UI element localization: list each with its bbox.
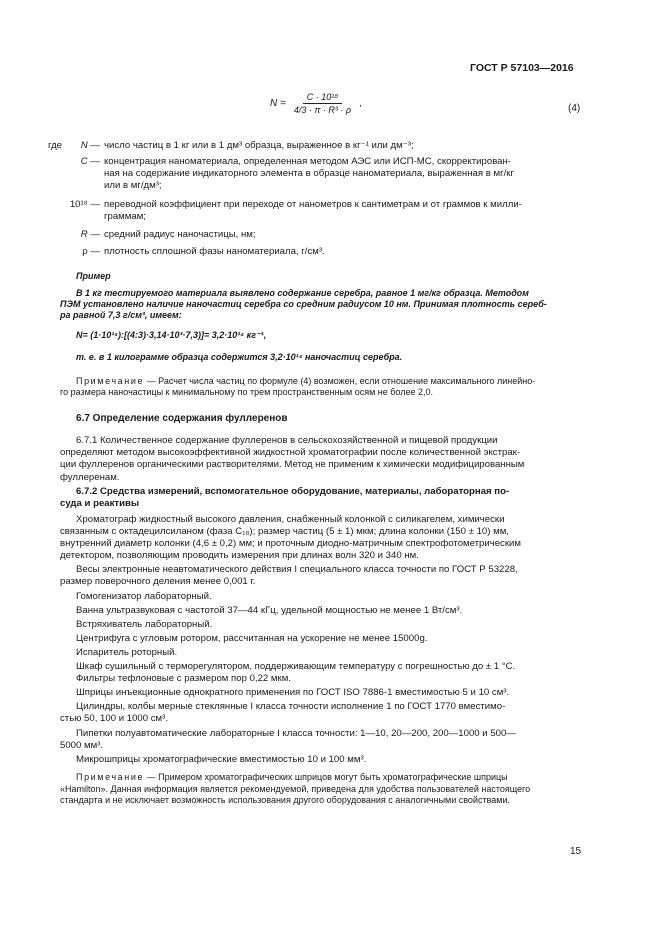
where-desc-c: концентрация наноматериала, определенная методом АЭС или ИСП-МС, скорректирован- ная на содержание индикаторного элемента в образце наноматериала, выраженная в мг/кг или в мг/дм³; bbox=[104, 156, 514, 192]
formula-denominator: 4/3 · π · R³ · ρ bbox=[293, 105, 352, 115]
where-sym-1018: 10¹⁸ — bbox=[69, 199, 100, 210]
note-1-text: — Расчет числа частиц по формуле (4) возможен, если отношение максимального линейно- bbox=[146, 376, 536, 386]
equipment-item: Весы электронные неавтоматического действия I специального класса точности по ГОСТ Р 53228, размер поверочного деления менее 0,001 г. bbox=[60, 564, 518, 588]
formula-number: (4) bbox=[568, 103, 581, 114]
heading-6-7-2: 6.7.2 Средства измерений, вспомогательное оборудование, материалы, лабораторная по- суда и реактивы bbox=[60, 486, 510, 510]
equipment-list bbox=[60, 514, 586, 766]
equipment-item: Шприцы инъекционные однократного применения по ГОСТ ISO 7886-1 вместимостью 5 и 10 см³. bbox=[76, 687, 510, 699]
example-title: Пример bbox=[76, 271, 111, 281]
formula-lhs: N = bbox=[270, 98, 286, 109]
formula-4 bbox=[270, 92, 362, 115]
example-text: В 1 кг тестируемого материала выявлено содержание серебра, равное 1 мг/кг образца. Методом bbox=[76, 288, 529, 298]
equipment-item: Микрошприцы хроматографические вместимостью 10 и 100 мм³. bbox=[76, 753, 367, 765]
equipment-item: Гомогенизатор лабораторный. bbox=[76, 590, 212, 602]
where-sym-c: C — bbox=[80, 156, 100, 167]
paragraph-6-7-1: 6.7.1 Количественное содержание фуллеренов в сельскохозяйственной и пищевой продукции определяют методом высокоэффективной жидкостной хроматографии после количественной экстрак- ции фуллеренов органическими растворителями. Метод не применим к химически модифицированным фуллеренам. bbox=[60, 435, 525, 483]
equipment-item: Центрифуга с угловым ротором, рассчитанная на ускорение не менее 15000g. bbox=[76, 632, 428, 644]
note-1-cont: го размера наночастицы к минимальному по трем пространственным осям не более 2,0. bbox=[60, 387, 433, 397]
standard-header: ГОСТ Р 57103—2016 bbox=[470, 62, 574, 74]
note-1 bbox=[76, 376, 586, 387]
where-sym-rho: ρ — bbox=[82, 246, 100, 257]
where-word: где bbox=[48, 140, 63, 151]
where-desc-r: средний радиус наночастицы, нм; bbox=[104, 229, 256, 240]
example-calc: N= (1·10¹⁸):[(4:3)·3,14·10³·7,3)]= 3,2·10¹⁴ кг⁻¹, bbox=[76, 330, 267, 340]
section-title: 6.7 Определение содержания фуллеренов bbox=[76, 413, 288, 424]
equipment-item: Цилиндры, колбы мерные стеклянные I класса точности исполнение 1 по ГОСТ 1770 вместимо- стью 50, 100 и 1000 см³. bbox=[60, 701, 506, 725]
note-2: Примечание — Примером хроматографических шприцов могут быть хроматографические шприцы «Hamilton». Данная информация является рекомендуемой, приведена для удобства пользователей настоящего стандарта и не исключает возможность использования другого оборудования с аналогичными свойствами. bbox=[60, 772, 531, 805]
formula-trail: , bbox=[359, 98, 362, 109]
equipment-item: Шкаф сушильный с терморегулятором, поддерживающим температуру с погрешностью до ± 1 °С. bbox=[76, 661, 516, 673]
where-sym-n: N — bbox=[80, 140, 100, 151]
where-desc-rho: плотность сплошной фазы наноматериала, г/см³. bbox=[104, 246, 325, 257]
formula-numerator: C · 10¹⁸ bbox=[303, 92, 342, 104]
example-result: т. е. в 1 килограмме образца содержится 3,2·10¹⁴ наночастиц серебра. bbox=[76, 352, 403, 362]
equipment-item: Встряхиватель лабораторный. bbox=[76, 618, 213, 630]
equipment-item: Хроматограф жидкостный высокого давления, снабженный колонкой с силикагелем, химически связанным с октадецилсиланом (фаза C₁₈); размер частиц (5 ± 1) мкм; длина колонки (150 ± 10) мм, внутренний диаметр колонки (4,6 ± 0,2) мм; и проточным диодно-матричным спектрофотометрическим детектором, позволяющим проводить измерения при длинах волн 320 и 340 нм. bbox=[60, 514, 522, 562]
equipment-item: Испаритель роторный. bbox=[76, 646, 178, 658]
page-number: 15 bbox=[570, 846, 582, 857]
equipment-item: Ванна ультразвуковая с частотой 37—44 кГц, удельной мощностью не менее 1 Вт/см³. bbox=[76, 604, 463, 616]
note-1-label: Примечание bbox=[76, 376, 145, 386]
where-desc-1018: переводной коэффициент при переходе от нанометров к сантиметрам и от граммов к милли- граммам; bbox=[104, 199, 522, 223]
equipment-item: Фильтры тефлоновые с размером пор 0,22 мкм. bbox=[76, 673, 291, 685]
formula-fraction bbox=[290, 92, 355, 115]
note-2-label: Примечание bbox=[76, 772, 145, 782]
example-text-cont: ПЭМ установлено наличие наночастиц серебра со средним радиусом 10 нм. Принимая плотность сереб- ра равной 7,3 г/см³, имеем: bbox=[60, 299, 547, 320]
where-sym-r: R — bbox=[80, 229, 100, 240]
where-desc-n: число частиц в 1 кг или в 1 дм³ образца, выраженное в кг⁻¹ или дм⁻³; bbox=[104, 140, 414, 151]
equipment-item: Пипетки полуавтоматические лабораторные I класса точности: 1—10, 20—200, 200—1000 и 500— 5000 мм³. bbox=[60, 727, 516, 751]
